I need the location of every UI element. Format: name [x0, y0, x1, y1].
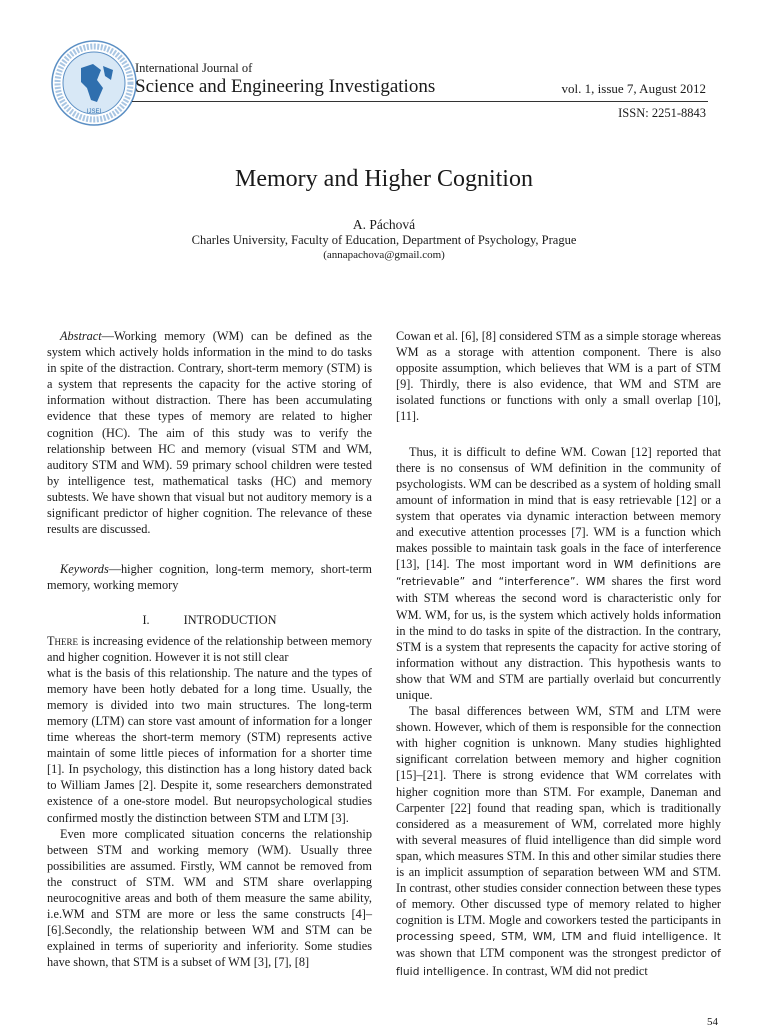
header-divider [132, 101, 708, 102]
paper-title: Memory and Higher Cognition [235, 166, 533, 192]
logo-text: IJSEI [86, 109, 102, 115]
dropcap-word: There [47, 633, 79, 648]
intro-paragraph-1-rest: what is the basis of this relationship. The nature and the types of memory have been hotly debated for a long time. Usually, the memory is divided into two main structures. The long-term memory (LTM) can store vast amount of information for a longer time whereas the short-term memory (STM) represents active maintain of some little pieces of information for a shorter time [1]. In psychology, this distinction has a long history dated back to William James [2]. Despite it, some researchers demonstrated existence of a one-store model. But neuropsychological studies confirmed mostly the distinction between STM and LTM [3]. [47, 665, 372, 825]
right-column [396, 328, 721, 980]
issn: ISSN: 2251-8843 [618, 106, 706, 120]
volume-issue: vol. 1, issue 7, August 2012 [561, 81, 706, 96]
keywords-text: —higher cognition, long-term memory, short-term memory, working memory [47, 562, 372, 593]
section-heading [47, 612, 372, 628]
journal-name-line1: International Journal of [135, 61, 253, 75]
intro-paragraph-2: Even more complicated situation concerns the relationship between STM and working memory (WM). Usually three possibilities are assumed. Firstly, WM cannot be removed from the construct of STM. WM and STM share overlapping neurocognitive areas and both of them measure the same ability, i.e.WM and STM are more or less the same constructs [4]–[6].Secondly, the relationship between WM and STM can be explained in terms of superiority and inferiority. Some studies have shown, that STM is a subset of WM [3], [7], [8] [47, 826, 372, 970]
abstract-text: —Working memory (WM) can be defined as the system which actively holds information in the mind to do tasks in spite of the distraction. Contrary, short-term memory (STM) is a system that represents the capacity for the active storing of information without distraction. There has been accumulating evidence that these types of memory are related to higher cognition (HC). The aim of this study was to verify the relationship between HC and memory (visual STM and WM, auditory STM and WM). 59 primary school children were tested by intelligence test, mathematical tasks (HC) and memory subtests. We have shown that visual but not auditory memory is a significant predictor of higher cognition. The relevance of these results are discussed. [47, 329, 372, 537]
left-column [47, 328, 372, 970]
right-paragraph-3 [396, 703, 721, 980]
right-p2-c: shares the first word with STM whereas the second word is characteristic only for WM. WM, for us, is the system which actively holds information in the mind to do tasks in spite of the distraction. In the contrary, STM is a system that represents the capacity for active storing of information without any distraction. This hypothesis wants to show that WM and STM are partially overlaid but concurrently unique. [396, 574, 721, 702]
abstract [47, 328, 372, 537]
abstract-label: Abstract [60, 329, 102, 343]
section-title: INTRODUCTION [183, 613, 277, 628]
right-p3-b: processing speed, STM, WM, LTM and fluid intelligence. It [396, 931, 721, 944]
author-affiliation: Charles University, Faculty of Education, Department of Psychology, Prague [191, 233, 577, 247]
right-paragraph-2 [396, 444, 721, 704]
intro-paragraph-1 [47, 633, 372, 665]
intro-p1-first: is increasing evidence of the relationship between memory and higher cognition. However it is not still clear [47, 633, 372, 664]
right-p3-a: The basal differences between WM, STM and LTM were shown. However, which of them is responsible for the connection with higher cognition is unknown. Many studies highlighted significant correlation between memory and higher cognition [15]–[21]. There is strong evidence that WM correlates with higher cognition more than STM. For example, Daneman and Carpenter [22] found that reading span, which is traditionally considered as a measurement of WM, correlated more highly with several measures of fluid intelligence than did simple word span, which measures STM. In this and other similar studies there is an implicit assumption of separation between WM and STM. In contrast, other studies consider connection between these types of memory. Other discussed type of memory related to higher cognition is LTM. Mogle and coworkers tested the participants in [396, 704, 721, 928]
journal-logo [51, 40, 137, 126]
keywords-label: Keywords [60, 562, 109, 577]
right-p3-d: of fluid intelligence. [396, 948, 722, 978]
right-p3-e: In contrast, WM did not predict [489, 963, 648, 978]
right-p2-b: WM definitions are “retrievable” and “interference”. WM [396, 559, 722, 589]
journal-name-line2: Science and Engineering Investigations [135, 76, 436, 97]
section-number: I. [142, 613, 150, 628]
page-number: 54 [707, 1016, 718, 1028]
right-paragraph-1: Cowan et al. [6], [8] considered STM as a simple storage whereas WM as a storage with attention component. There is also opposite assumption, which believes that WM is a part of STM [9]. Thirdly, there is also evidence, that WM and STM are isolated functions or functions with only a small overlap [10],[11]. [396, 329, 721, 424]
keywords [47, 561, 372, 593]
author-email: (annapachova@gmail.com) [323, 249, 445, 261]
author-name: A. Páchová [352, 217, 416, 232]
right-p3-c: was shown that LTM component was the strongest predictor [396, 946, 706, 961]
right-p2-a: Thus, it is difficult to define WM. Cowan [12] reported that there is no consensus of WM definition in the community of psychologists. WM can be described as a system of holding small amount of information in mind that is easy retrievable [12] or a system that operates via dynamic interaction between memory and executive attention processes [7]. WM is a function which makes possible to maintain task goals in the face of interference [13], [14]. The most important word in [396, 444, 721, 572]
